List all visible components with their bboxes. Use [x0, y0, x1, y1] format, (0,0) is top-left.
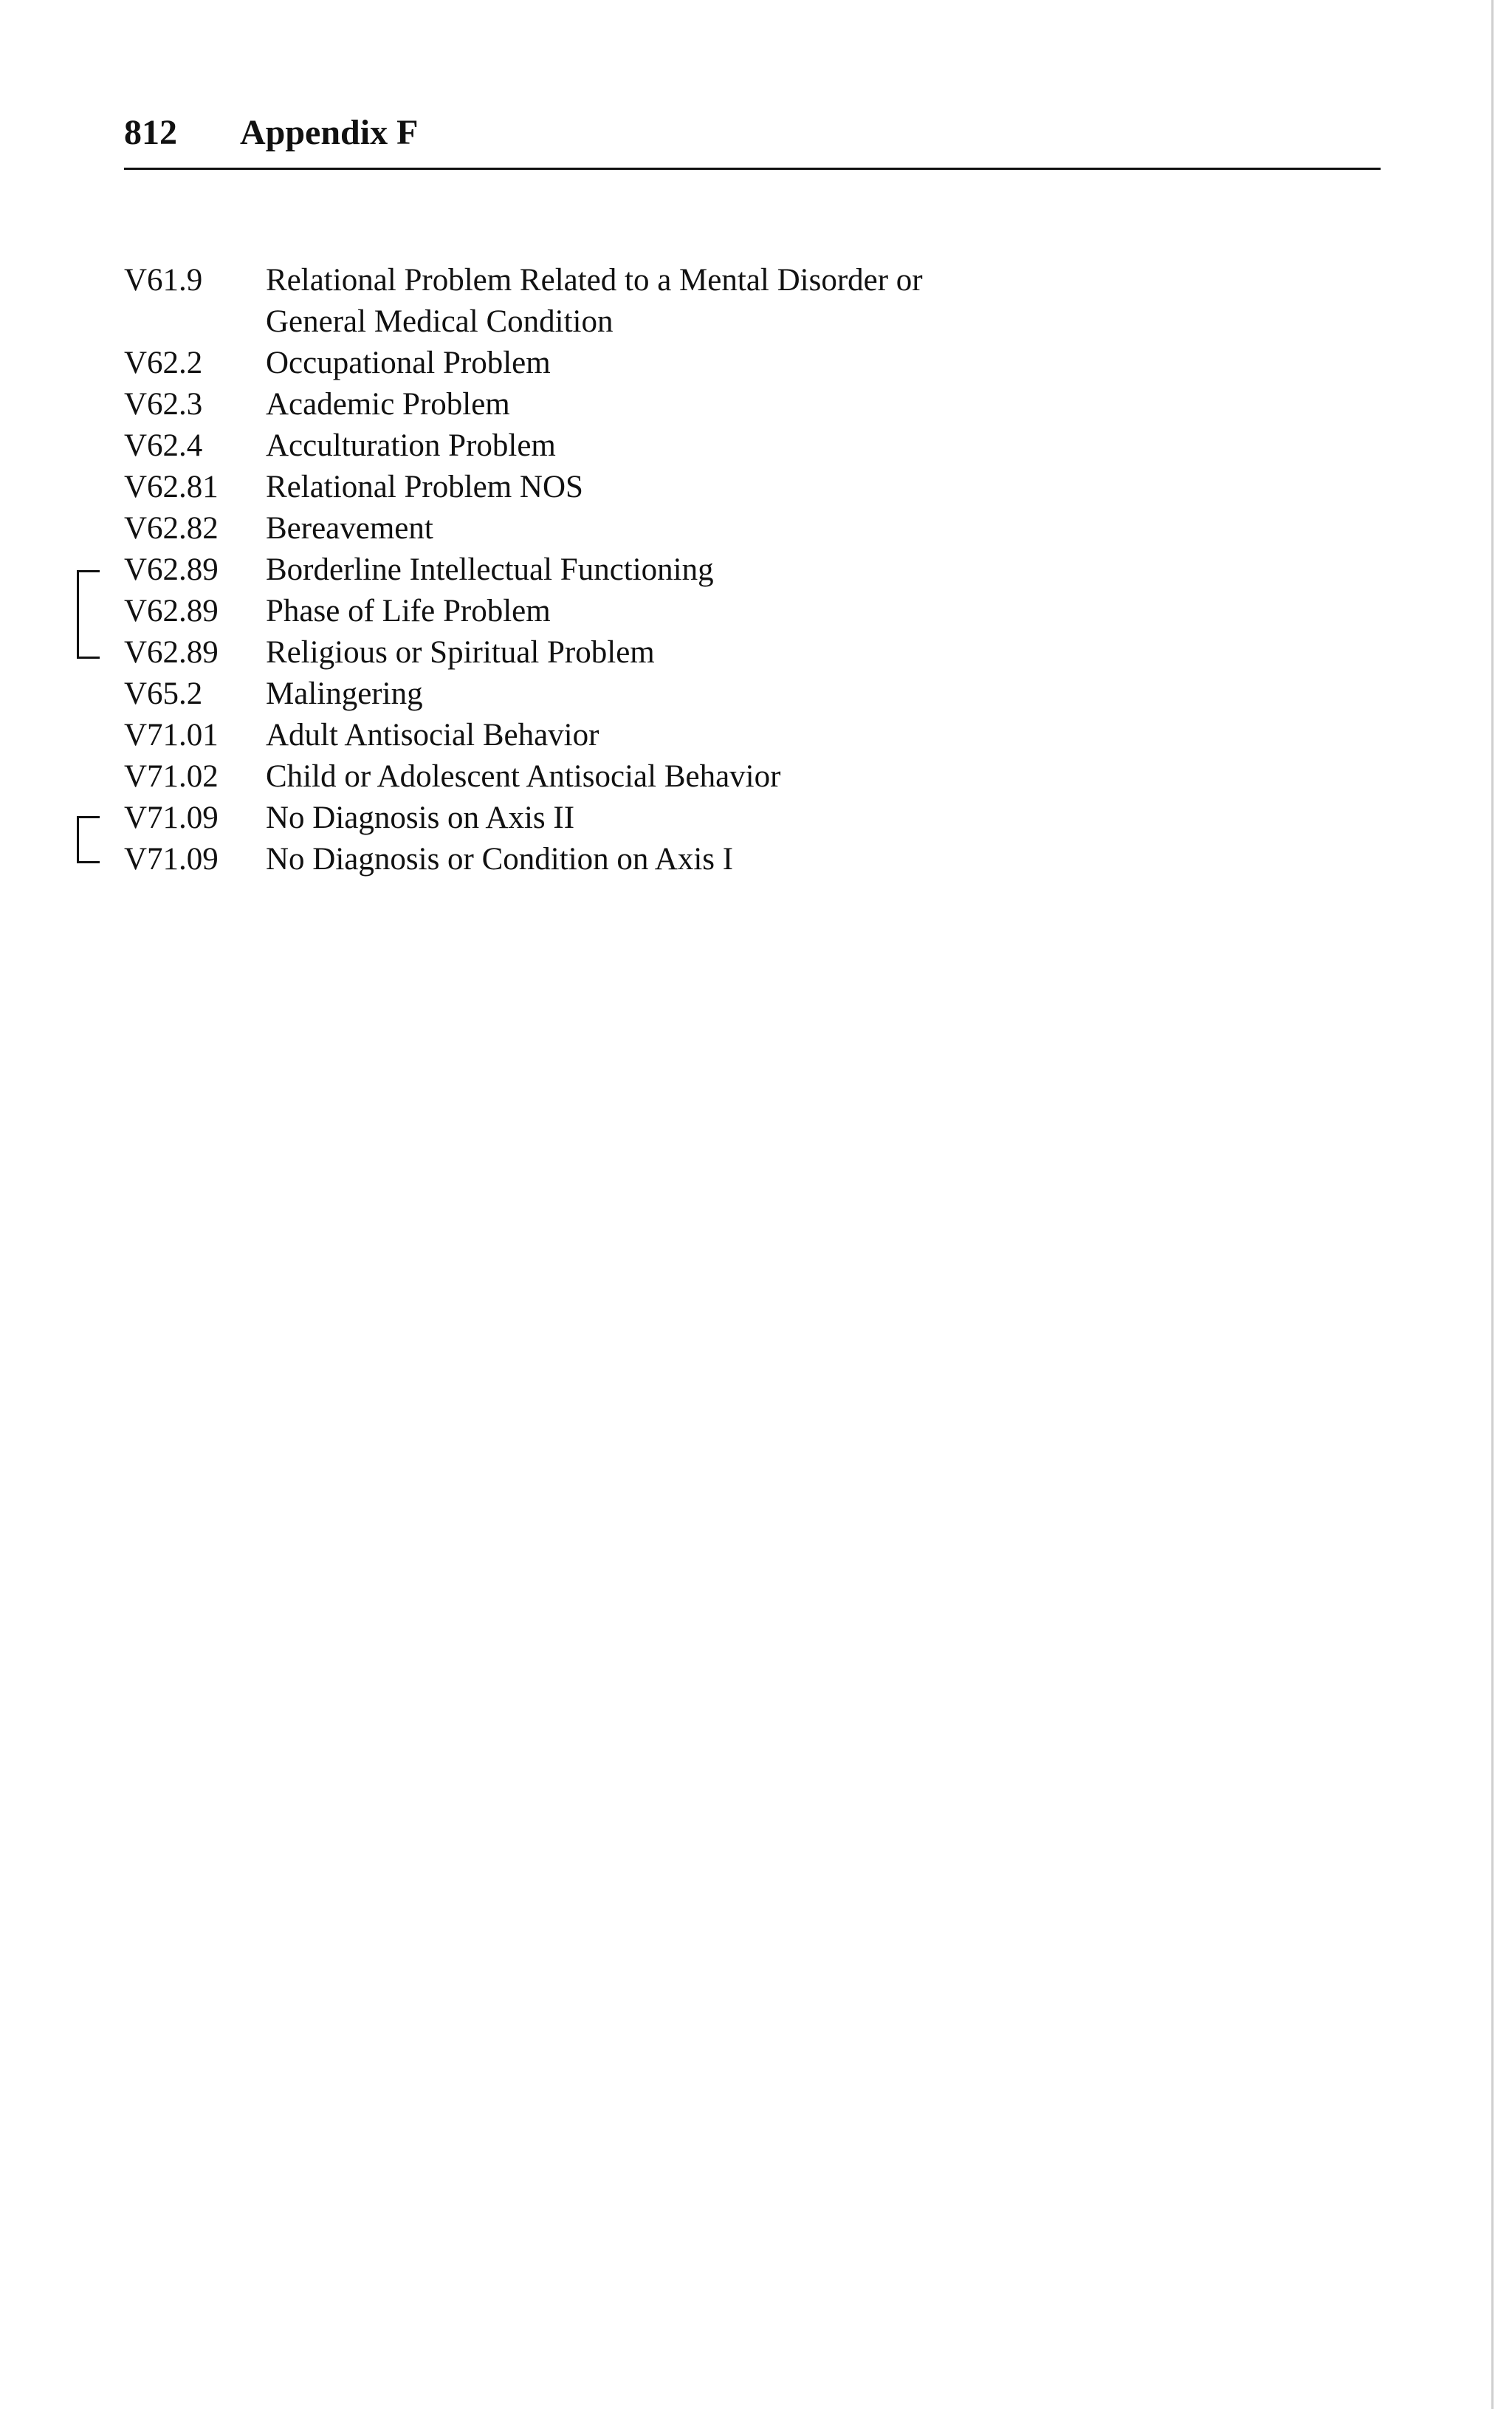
diagnosis-name: Bereavement [266, 511, 433, 546]
code-list [0, 260, 1477, 880]
diagnosis-name: Relational Problem NOS [266, 470, 583, 504]
list-item [0, 715, 1477, 756]
list-item [0, 260, 1477, 343]
diagnostic-code: V62.3 [124, 387, 203, 422]
list-item [0, 632, 1477, 674]
diagnosis-name: Malingering [266, 676, 423, 711]
diagnosis-name: Academic Problem [266, 387, 510, 422]
list-item [0, 508, 1477, 549]
list-item [0, 674, 1477, 715]
diagnostic-code: V71.02 [124, 759, 219, 794]
diagnosis-name: Relational Problem Related to a Mental Disorder or General Medical Condition [266, 263, 923, 339]
diagnostic-code: V71.01 [124, 718, 219, 753]
diagnostic-code: V71.09 [124, 842, 219, 877]
section-title: Appendix F [240, 113, 419, 152]
diagnostic-code: V71.09 [124, 801, 219, 835]
diagnosis-name: Child or Adolescent Antisocial Behavior [266, 759, 781, 794]
diagnostic-code: V62.89 [124, 635, 219, 670]
header-rule [124, 168, 1381, 170]
diagnosis-name: Phase of Life Problem [266, 594, 551, 628]
diagnosis-name: Occupational Problem [266, 346, 551, 380]
diagnostic-code: V62.2 [124, 346, 203, 380]
list-item [0, 591, 1477, 632]
list-item [0, 756, 1477, 798]
list-item [0, 798, 1477, 839]
diagnostic-code: V61.9 [124, 263, 203, 298]
list-item [0, 549, 1477, 591]
diagnosis-name: Borderline Intellectual Functioning [266, 552, 714, 587]
list-item [0, 425, 1477, 467]
diagnostic-code: V62.82 [124, 511, 219, 546]
page-number: 812 [124, 113, 177, 152]
diagnostic-code: V62.89 [124, 552, 219, 587]
diagnostic-code: V65.2 [124, 676, 203, 711]
diagnostic-code: V62.81 [124, 470, 219, 504]
diagnosis-name: Religious or Spiritual Problem [266, 635, 655, 670]
list-item [0, 839, 1477, 880]
diagnosis-name: Adult Antisocial Behavior [266, 718, 599, 753]
list-item [0, 384, 1477, 425]
list-item [0, 467, 1477, 508]
list-item [0, 343, 1477, 384]
diagnosis-name: No Diagnosis or Condition on Axis I [266, 842, 734, 877]
page-header [124, 112, 418, 154]
diagnosis-name: Acculturation Problem [266, 428, 556, 463]
diagnostic-code: V62.89 [124, 594, 219, 628]
diagnostic-code: V62.4 [124, 428, 203, 463]
diagnosis-name: No Diagnosis on Axis II [266, 801, 575, 835]
page-edge-line [1491, 0, 1494, 2409]
